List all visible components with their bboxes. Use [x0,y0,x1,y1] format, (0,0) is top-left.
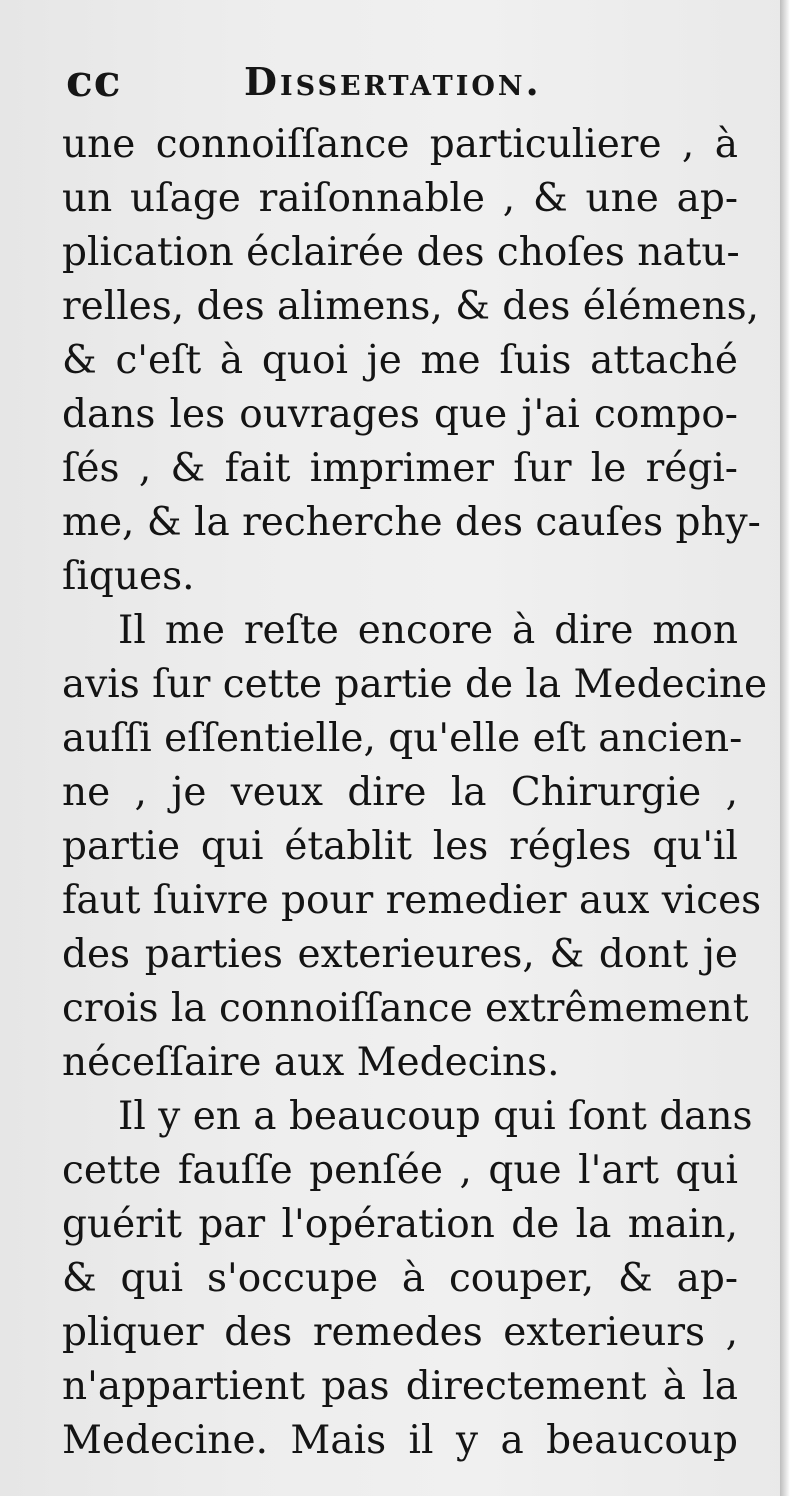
running-title: Dissertation. [244,59,542,104]
text-line: pliquer des remedes exterieurs , [62,1310,738,1355]
text-line: auſſi eſſentielle, qu'elle eſt ancien- [62,716,743,761]
text-line: ſés , & fait imprimer ſur le régi- [62,446,738,491]
text-line: plication éclairée des choſes natu- [62,230,740,275]
text-line: ſiques. [62,554,195,599]
text-line: avis ſur cette partie de la Medecine [62,662,768,707]
body-text [62,118,768,1468]
text-line: relles, des alimens, & des élémens, [62,284,759,329]
text-line: faut ſuivre pour remedier aux vices [62,878,762,923]
text-line: des parties exterieures, & dont je [62,932,738,977]
text-line: crois la connoiſſance extrêmement [62,986,749,1031]
text-line: n'appartient pas directement à la [62,1364,738,1409]
text-line: partie qui établit les régles qu'il [62,824,738,869]
text-line: ne , je veux dire la Chirurgie , [62,770,738,815]
text-line: néceſſaire aux Medecins. [62,1040,560,1085]
text-line: guérit par l'opération de la main, [62,1202,738,1247]
page-number: cc [66,56,122,107]
text-line: cette fauſſe penſée , que l'art qui [62,1148,738,1193]
text-line: & c'eſt à quoi je me ſuis attaché [62,338,738,383]
text-line: & qui s'occupe à couper, & ap- [62,1256,738,1301]
text-line: un uſage raiſonnable , & une ap- [62,176,738,221]
text-line: Il y en a beaucoup qui ſont dans [118,1094,753,1139]
text-line: dans les ouvrages que j'ai compo- [62,392,738,437]
page-edge [780,0,790,1496]
text-line: Il me reſte encore à dire mon [118,608,738,653]
text-line: une connoiſſance particuliere , à [62,122,738,167]
text-line: Medecine. Mais il y a beaucoup [62,1418,738,1463]
page-header [66,52,726,112]
text-line: me, & la recherche des cauſes phy- [62,500,761,545]
